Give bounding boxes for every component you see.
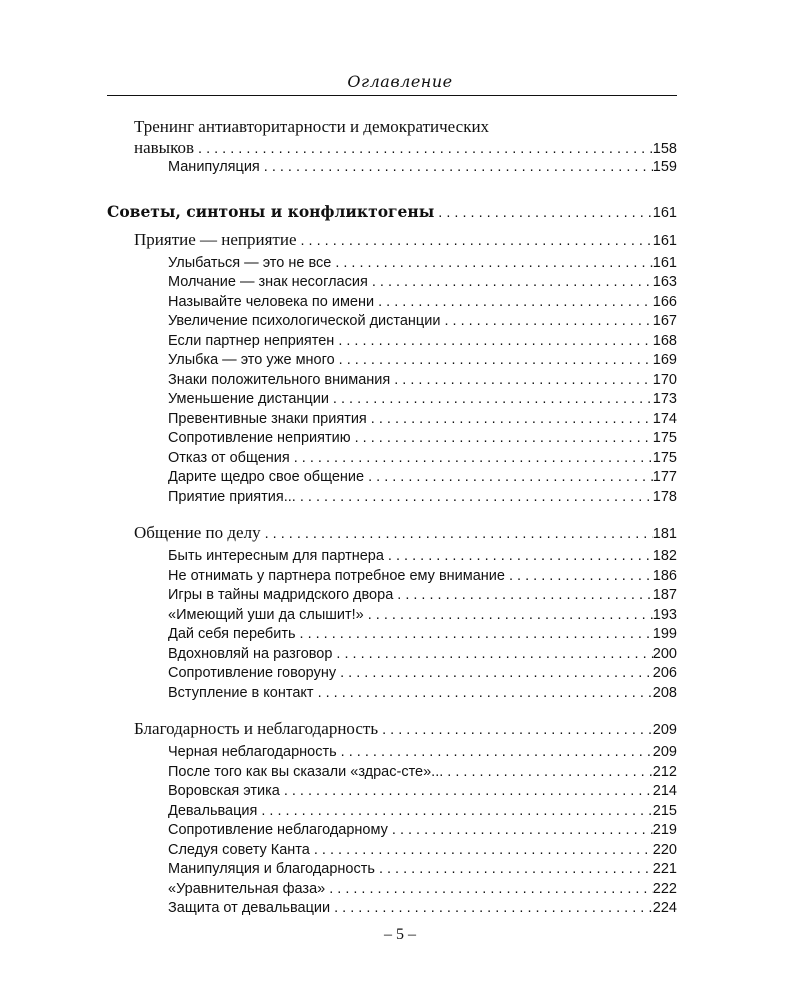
toc-page-number: 209 xyxy=(652,722,677,738)
toc-entry-title: навыков xyxy=(134,138,195,157)
toc-subentry xyxy=(0,586,800,606)
dot-leader xyxy=(394,371,653,391)
toc-page-number: 170 xyxy=(652,371,677,388)
toc-page-number: 182 xyxy=(652,548,677,564)
toc-page-number: 181 xyxy=(652,526,677,542)
dot-leader xyxy=(444,312,652,332)
dot-leader xyxy=(261,802,652,822)
toc-subentry xyxy=(0,763,800,783)
toc-page-number: 220 xyxy=(652,841,677,858)
toc-subentry-title: Черная неблагодарность xyxy=(168,744,337,760)
toc-subentry xyxy=(0,880,800,900)
toc-page-number: 199 xyxy=(652,626,677,642)
toc-subentry xyxy=(0,371,800,391)
toc-page-number: 219 xyxy=(652,822,677,838)
toc-section-heading xyxy=(0,226,800,254)
toc-page-number: 161 xyxy=(652,254,677,271)
toc-page-number: 208 xyxy=(652,684,677,701)
toc-page-number: 161 xyxy=(652,232,677,249)
dot-leader xyxy=(339,351,653,371)
dot-leader xyxy=(368,606,653,626)
dot-leader xyxy=(335,254,652,274)
dot-leader xyxy=(397,586,653,606)
toc-page-number: 167 xyxy=(652,313,677,329)
table-of-contents xyxy=(0,116,800,919)
toc-subentry-title: Сопротивление неприятию xyxy=(168,430,351,446)
toc-section-title: Благодарность и неблагодарность xyxy=(134,719,379,738)
toc-section-title: Приятие — неприятие xyxy=(134,229,297,249)
toc-page-number: 209 xyxy=(652,744,677,760)
toc-subentry xyxy=(0,899,800,919)
toc-subentry-title: Называйте человека по имени xyxy=(168,293,375,310)
toc-subentry xyxy=(0,860,800,880)
toc-subentry-title: Быть интересным для партнера xyxy=(168,548,384,564)
toc-page-number: 173 xyxy=(652,391,677,407)
toc-section-title: Общение по делу xyxy=(134,523,261,542)
toc-subentry-title: После того как вы сказали «здрас-сте»... xyxy=(168,763,444,780)
toc-subentry-title: Защита от девальвации xyxy=(168,900,331,916)
toc-subentry xyxy=(0,468,800,488)
toc-page-number: 224 xyxy=(652,900,677,916)
toc-subentry-title: «Уравнительная фаза» xyxy=(168,880,326,897)
toc-subentry-title: Дарите щедро свое общение xyxy=(168,469,365,485)
toc-section-heading xyxy=(0,715,800,743)
dot-leader xyxy=(341,743,653,763)
toc-subentry-title: Улыбаться — это не все xyxy=(168,254,332,271)
dot-leader xyxy=(338,332,652,352)
toc-subentry-title: Превентивные знаки приятия xyxy=(168,410,367,427)
toc-subentry-title: Вдохновляй на разговор xyxy=(168,645,333,662)
toc-subentry xyxy=(0,743,800,763)
toc-subentry-title: Следуя совету Канта xyxy=(168,841,310,858)
toc-subentry xyxy=(0,390,800,410)
dot-leader xyxy=(329,880,653,900)
toc-section-heading xyxy=(0,519,800,547)
toc-entry-top-line1 xyxy=(0,116,800,138)
toc-subentry-title: «Имеющий уши да слышит!» xyxy=(168,606,364,623)
toc-subentry xyxy=(0,841,800,861)
toc-subentry xyxy=(0,625,800,645)
toc-page-number: 159 xyxy=(652,159,677,175)
toc-subentry xyxy=(0,158,800,178)
toc-subentry xyxy=(0,567,800,587)
page-number: – 5 – xyxy=(384,926,416,943)
toc-subentry xyxy=(0,254,800,274)
toc-subentry-title: Сопротивление неблагодарному xyxy=(168,822,388,838)
toc-subentry-title: Девальвация xyxy=(168,802,258,819)
toc-subentry-title: Улыбка — это уже много xyxy=(168,352,335,368)
toc-sections xyxy=(0,226,800,919)
running-header: Оглавление xyxy=(347,72,453,91)
dot-leader xyxy=(509,567,653,587)
toc-page-number: 168 xyxy=(652,332,677,349)
toc-page-number: 174 xyxy=(652,410,677,427)
dot-leader xyxy=(301,227,653,255)
toc-part-heading xyxy=(0,198,800,226)
toc-page-number: 158 xyxy=(652,141,677,157)
dot-leader xyxy=(355,429,653,449)
toc-page-number: 206 xyxy=(652,665,677,681)
dot-leader xyxy=(264,158,653,178)
dot-leader xyxy=(340,664,653,684)
toc-page-number: 193 xyxy=(652,606,677,623)
dot-leader xyxy=(300,488,653,508)
toc-subentry xyxy=(0,312,800,332)
toc-subentry-title: Дай себя перебить xyxy=(168,626,296,642)
dot-leader xyxy=(372,273,653,293)
dot-leader xyxy=(318,684,653,704)
dot-leader xyxy=(368,468,653,488)
dot-leader xyxy=(378,293,653,313)
dot-leader xyxy=(379,860,653,880)
toc-page-number: 222 xyxy=(652,880,677,897)
header-divider xyxy=(107,95,677,96)
dot-leader xyxy=(314,841,653,861)
toc-subentry-title: Увеличение психологической дистанции xyxy=(168,313,441,329)
toc-subentry-title: Вступление в контакт xyxy=(168,684,314,701)
toc-subentry-title: Сопротивление говоруну xyxy=(168,665,337,681)
toc-page-number: 212 xyxy=(652,763,677,780)
dot-leader xyxy=(300,625,653,645)
toc-subentry-title: Уменьшение дистанции xyxy=(168,391,329,407)
toc-subentry xyxy=(0,410,800,430)
toc-subentry-title: Отказ от общения xyxy=(168,449,290,466)
dot-leader xyxy=(265,520,653,548)
dot-leader xyxy=(333,390,653,410)
toc-page-number: 175 xyxy=(652,430,677,446)
toc-page-number: 163 xyxy=(652,274,677,290)
dot-leader xyxy=(447,763,653,783)
toc-subentry xyxy=(0,802,800,822)
toc-subentry-title: Приятие приятия... xyxy=(168,488,296,505)
toc-subentry-title: Молчание — знак несогласия xyxy=(168,274,368,290)
toc-entry-title: Тренинг антиавторитарности и демократических xyxy=(134,117,490,136)
dot-leader xyxy=(284,782,653,802)
toc-page-number: 214 xyxy=(652,783,677,799)
toc-page-number: 161 xyxy=(652,204,677,221)
dot-leader xyxy=(336,645,652,665)
toc-subentry xyxy=(0,782,800,802)
toc-page-number: 187 xyxy=(652,587,677,603)
dot-leader xyxy=(294,449,653,469)
dot-leader xyxy=(392,821,653,841)
toc-subentry xyxy=(0,488,800,508)
toc-subentry xyxy=(0,606,800,626)
toc-subentry-title: Если партнер неприятен xyxy=(168,332,335,349)
dot-leader xyxy=(382,716,653,744)
toc-subentry xyxy=(0,684,800,704)
toc-page-number: 175 xyxy=(652,449,677,466)
toc-page-number: 166 xyxy=(652,293,677,310)
toc-subentry xyxy=(0,332,800,352)
toc-subentry xyxy=(0,293,800,313)
toc-subentry-title: Манипуляция xyxy=(168,159,260,175)
toc-subentry-title: Воровская этика xyxy=(168,783,280,799)
dot-leader xyxy=(438,199,653,227)
toc-subentry xyxy=(0,351,800,371)
toc-subentry xyxy=(0,449,800,469)
toc-page-number: 200 xyxy=(652,645,677,662)
toc-page-number: 221 xyxy=(652,861,677,877)
toc-page-number: 177 xyxy=(652,469,677,485)
toc-page-number: 169 xyxy=(652,352,677,368)
dot-leader xyxy=(334,899,653,919)
toc-subentry xyxy=(0,429,800,449)
dot-leader xyxy=(371,410,653,430)
dot-leader xyxy=(198,139,653,159)
toc-subentry xyxy=(0,547,800,567)
toc-subentry-title: Знаки положительного внимания xyxy=(168,371,391,388)
toc-entry-top-line2 xyxy=(0,138,800,158)
toc-subentry-title: Игры в тайны мадридского двора xyxy=(168,587,394,603)
toc-subentry-title: Манипуляция и благодарность xyxy=(168,861,375,877)
toc-page-number: 186 xyxy=(652,567,677,584)
toc-subentry xyxy=(0,821,800,841)
toc-part-title: Советы, синтоны и конфликтогены xyxy=(107,201,435,221)
toc-subentry xyxy=(0,664,800,684)
toc-subentry xyxy=(0,273,800,293)
toc-subentry xyxy=(0,645,800,665)
toc-subentry-title: Не отнимать у партнера потребное ему внимание xyxy=(168,567,505,584)
toc-page-number: 178 xyxy=(652,488,677,505)
toc-page-number: 215 xyxy=(652,802,677,819)
dot-leader xyxy=(388,547,653,567)
